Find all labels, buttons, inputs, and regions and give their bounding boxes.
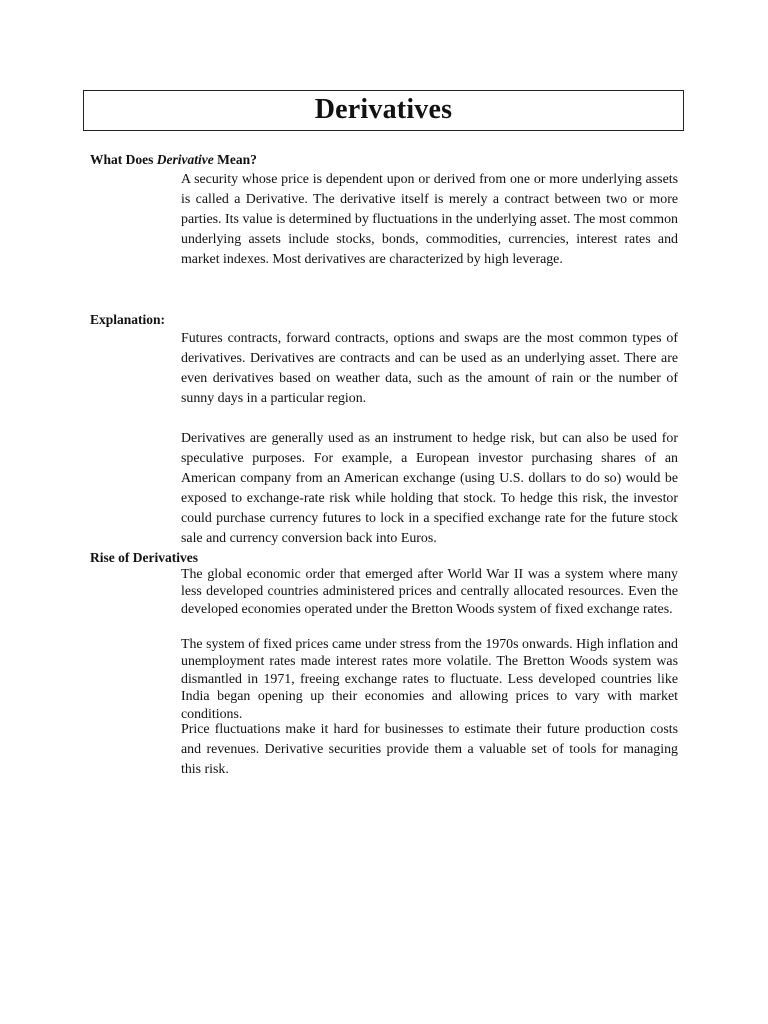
heading-prefix: What Does: [90, 152, 157, 167]
rise-paragraph-3: Price fluctuations make it hard for businesses to estimate their future production costs and revenues. Derivative securities provide them a valuable set of tools for managing this risk.: [181, 722, 678, 777]
page-title: Derivatives: [314, 94, 453, 125]
section-heading-rise-of-derivatives: Rise of Derivatives: [90, 550, 198, 565]
rise-paragraph-2: The system of fixed prices came under stress from the 1970s onwards. High inflation and unemployment rates made interest rates more volatile. The Bretton Woods system was dismantled in 1971, freeing exchange rates to fluctuate. Less developed countries like India began opening up their economies and allowing prices to vary with market conditions.: [181, 637, 678, 722]
section-heading-explanation: Explanation:: [90, 312, 166, 327]
rise-paragraph-1: The global economic order that emerged after World War II was a system where many less developed countries administered prices and centrally allocated resources. Even the developed economies operated under the Bretton Woods system of fixed exchange rates.: [181, 567, 678, 617]
explanation-paragraph-1: Futures contracts, forward contracts, options and swaps are the most common types of derivatives. Derivatives are contracts and can be used as an underlying asset. There are even derivatives based on weather data, such as the amount of rain or the number of sunny days in a particular region.: [181, 331, 678, 406]
heading-emphasis: Derivative: [156, 152, 214, 167]
heading-suffix: Mean?: [213, 152, 257, 167]
definition-paragraph: A security whose price is dependent upon or derived from one or more underlying assets is called a Derivative. The derivative itself is merely a contract between two or more parties. Its value is determined by fluctuations in the underlying asset. The most common underlying assets include stocks, bonds, commodities, currencies, interest rates and market indexes. Most derivatives are characterized by high leverage.: [181, 172, 678, 267]
section-heading-what-does-derivative-mean: [90, 152, 257, 168]
title-box: [83, 90, 684, 131]
explanation-paragraph-2: Derivatives are generally used as an instrument to hedge risk, but can also be used for speculative purposes. For example, a European investor purchasing shares of an American company from an American exchange (using U.S. dollars to do so) would be exposed to exchange-rate risk while holding that stock. To hedge this risk, the investor could purchase currency futures to lock in a specified exchange rate for the future stock sale and currency conversion back into Euros.: [181, 431, 678, 546]
